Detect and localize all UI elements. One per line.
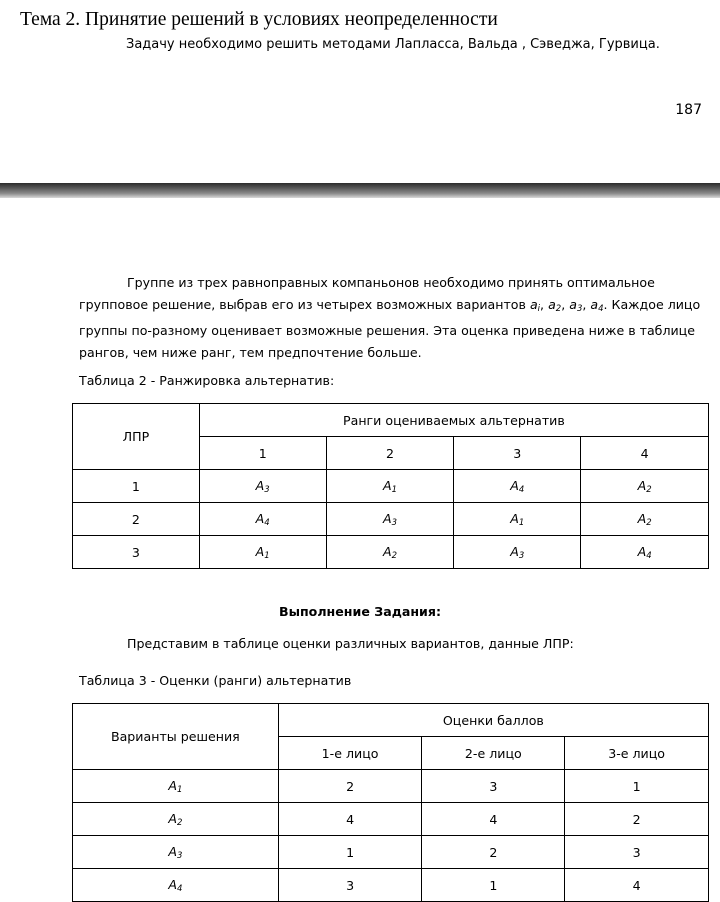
table2-column-header: 3 (454, 437, 581, 470)
alternative-cell: $A_2$ (581, 470, 709, 503)
variant-a1: $a_i$ (529, 296, 541, 314)
alternative-cell: $A_2$ (581, 503, 709, 536)
table2-caption: Таблица 2 - Ранжировка альтернатив: (79, 373, 335, 388)
table3-caption: Таблица 3 - Оценки (ранги) альтернатив (79, 673, 352, 688)
score-cell: 2 (278, 770, 422, 803)
score-cell: 4 (422, 803, 565, 836)
table-row (73, 836, 709, 869)
table2-group-header: Ранги оцениваемых альтернатив (199, 404, 708, 437)
alternative-cell: $A_2$ (326, 536, 454, 569)
intro-lead: Группе из трех равноправных компаньонов необходимо принять оптимальное групповое решение, выбрав его из четырех возможных вариантов (79, 275, 655, 312)
table3-column-header: 1-е лицо (278, 737, 422, 770)
alternative-cell: $A_3$ (199, 470, 326, 503)
table-row (73, 503, 709, 536)
page-title: Тема 2. Принятие решений в условиях неопределенности (20, 9, 498, 30)
score-cell: 4 (565, 869, 709, 902)
table2-column-header: 2 (326, 437, 454, 470)
ranking-table (72, 403, 709, 569)
execution-text: Представим в таблице оценки различных вариантов, данные ЛПР: (127, 636, 574, 651)
alternative-cell: $A_3$ (454, 536, 581, 569)
table-row (73, 470, 709, 503)
table3-corner-header: Варианты решения (73, 704, 279, 770)
page-divider (0, 183, 720, 198)
table3-column-header: 3-е лицо (565, 737, 709, 770)
variant-a3: $a_3$ (569, 296, 583, 314)
score-cell: 3 (278, 869, 422, 902)
score-cell: 4 (278, 803, 422, 836)
score-cell: 2 (422, 836, 565, 869)
alternative-cell: $A_1$ (199, 536, 326, 569)
alternative-cell: $A_4$ (199, 503, 326, 536)
table-row (73, 803, 709, 836)
score-cell: 3 (565, 836, 709, 869)
score-cell: 3 (422, 770, 565, 803)
score-cell: 1 (565, 770, 709, 803)
scores-table (72, 703, 709, 902)
table2-corner-header: ЛПР (73, 404, 200, 470)
table2-column-header: 1 (199, 437, 326, 470)
score-cell: 1 (422, 869, 565, 902)
score-cell: 1 (278, 836, 422, 869)
alternative-cell: $A_4$ (581, 536, 709, 569)
table-row (73, 869, 709, 902)
row-label: 1 (73, 470, 200, 503)
table2-column-header: 4 (581, 437, 709, 470)
row-label: 2 (73, 503, 200, 536)
alternative-cell: $A_1$ (326, 470, 454, 503)
problem-statement: Группе из трех равноправных компаньонов необходимо принять оптимальное групповое решение, выбрав его из четырех возможных вариантов $a_i$, $a_2$, $a_3$, $a_4$. Каждое лицо группы по-разному оценивает возможные решения. Эта оценка приведена ниже в таблице рангов, чем ниже ранг, тем предпочтение больше. (79, 275, 701, 360)
intro-tail: . Каждое лицо группы по-разному оценивает возможные решения. Эта оценка приведена ниже в таблице рангов, чем ниже ранг, тем предпочтение больше. (79, 296, 701, 360)
section-heading: Выполнение Задания: (278, 604, 442, 619)
alternative-cell: $A_4$ (454, 470, 581, 503)
row-label: 3 (73, 536, 200, 569)
variant-a2: $a_2$ (548, 296, 562, 314)
page-number: 187 (675, 102, 702, 118)
alternative-cell: $A_1$ (73, 770, 279, 803)
alternative-cell: $A_1$ (454, 503, 581, 536)
alternative-cell: $A_3$ (326, 503, 454, 536)
task-instruction: Задачу необходимо решить методами Лапласса, Вальда , Сэведжа, Гурвица. (126, 37, 660, 52)
variant-a4: $a_4$ (590, 296, 604, 314)
score-cell: 2 (565, 803, 709, 836)
alternative-cell: $A_4$ (73, 869, 279, 902)
alternative-cell: $A_2$ (73, 803, 279, 836)
alternative-cell: $A_3$ (73, 836, 279, 869)
table-row (73, 770, 709, 803)
table3-column-header: 2-е лицо (422, 737, 565, 770)
table-row (73, 536, 709, 569)
table3-group-header: Оценки баллов (278, 704, 708, 737)
